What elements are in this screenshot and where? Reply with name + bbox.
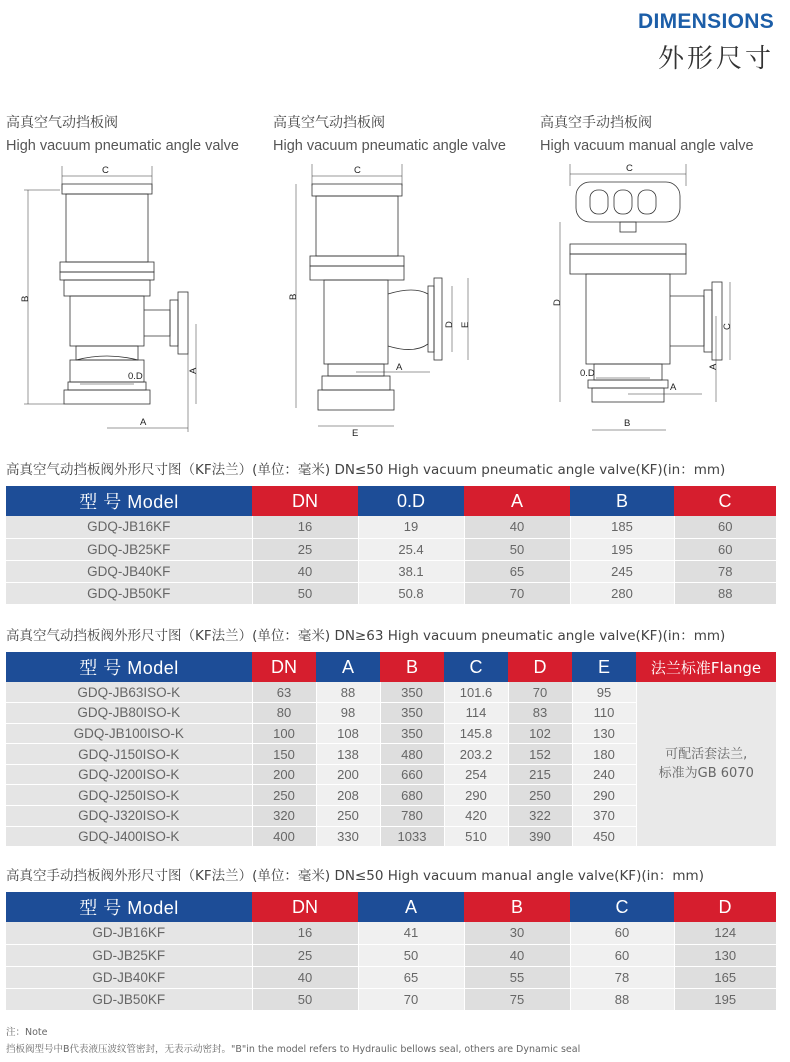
footnote-label: 注：Note [6,1027,48,1038]
dim-label-b: B [20,295,31,302]
col-header-e: E [572,652,636,682]
table-cell: 245 [570,560,674,582]
dim-label-b: B [288,293,299,300]
table-cell: 78 [570,966,674,988]
table-cell: 480 [380,744,444,765]
table-cell: 25.4 [358,538,464,560]
table-cell: 70 [464,582,570,604]
table-cell: 25 [252,538,358,560]
table-cell: 152 [508,744,572,765]
table-cell: 16 [252,922,358,944]
table2-body [6,682,776,847]
col-header-dn: DN [252,892,358,922]
table-cell: 390 [508,826,572,847]
table-cell: 30 [464,922,570,944]
table-cell: 50 [252,582,358,604]
table-cell: 101.6 [444,682,508,703]
dim-label-b: B [624,418,631,429]
table-cell: 80 [252,703,316,724]
table-cell: 150 [252,744,316,765]
table-cell: 660 [380,764,444,785]
table-cell: 130 [674,944,776,966]
col-header-c: C [570,892,674,922]
table-cell: 108 [316,723,380,744]
table-cell: 350 [380,723,444,744]
table-cell: 200 [252,764,316,785]
table-pneumatic-kf [6,486,776,605]
cell-model: GDQ-J250ISO-K [6,785,252,806]
dim-label-a: A [670,382,677,393]
table-cell: 203.2 [444,744,508,765]
cell-model: GDQ-JB25KF [6,538,252,560]
diagram-caption-2 [273,112,533,154]
col-header-b: B [380,652,444,682]
dim-label-od: 0.D [580,368,595,379]
table-cell: 102 [508,723,572,744]
col-header-d: D [674,892,776,922]
table-cell: 88 [674,582,776,604]
table-manual-kf [6,892,776,1011]
cell-model: GDQ-JB16KF [6,516,252,538]
col-header-model: 型 号 Model [6,486,252,516]
diagram-caption-en: High vacuum pneumatic angle valve [273,138,506,154]
diagram-caption-cn: 高真空气动挡板阀 [273,115,385,131]
dim-label-c-vertical: C [722,323,733,330]
table-cell: 185 [570,516,674,538]
table-cell: 195 [674,988,776,1010]
col-header-d: D [508,652,572,682]
cell-model: GDQ-J400ISO-K [6,826,252,847]
table-cell: 110 [572,703,636,724]
table-cell: 63 [252,682,316,703]
table-cell: 195 [570,538,674,560]
footnote-text: 挡板阀型号中B代表液压波纹管密封，无表示动密封。"B"in the model refers to Hydraulic bellows seal, others are Dynamic seal [6,1044,581,1055]
table-cell: 180 [572,744,636,765]
flange-note-line: 可配活套法兰, [665,747,748,763]
table-cell: 98 [316,703,380,724]
table-cell: 350 [380,682,444,703]
table-cell: 16 [252,516,358,538]
table-cell: 114 [444,703,508,724]
cell-model: GD-JB50KF [6,988,252,1010]
cell-model: GDQ-JB63ISO-K [6,682,252,703]
table-pneumatic-iso [6,652,776,847]
col-header-b: B [570,486,674,516]
table2-title: 高真空气动挡板阀外形尺寸图（KF法兰）(单位：毫米) DN≥63 High vacuum pneumatic angle valve(KF)(in：mm) [6,628,726,644]
table-cell: 83 [508,703,572,724]
table-row [6,966,776,988]
col-header-c: C [674,486,776,516]
diagram-caption-cn: 高真空气动挡板阀 [6,115,118,131]
table-cell: 88 [316,682,380,703]
cell-model: GD-JB16KF [6,922,252,944]
col-header-c: C [444,652,508,682]
table-cell: 70 [358,988,464,1010]
table-cell: 25 [252,944,358,966]
table-row [6,682,776,703]
table-cell: 40 [464,944,570,966]
col-header-dn: DN [252,652,316,682]
table-cell: 50 [252,988,358,1010]
table3-body [6,922,776,1010]
diagram-caption-en: High vacuum pneumatic angle valve [6,138,239,154]
table-cell: 88 [570,988,674,1010]
table-cell: 60 [674,538,776,560]
diagram-caption-cn: 高真空手动挡板阀 [540,115,652,131]
table-cell: 280 [570,582,674,604]
table-cell: 370 [572,806,636,827]
table-cell: 50 [464,538,570,560]
col-header-b: B [464,892,570,922]
table3-title: 高真空手动挡板阀外形尺寸图（KF法兰）(单位：毫米) DN≤50 High vacuum manual angle valve(KF)(in：mm) [6,868,704,884]
cell-model: GDQ-JB80ISO-K [6,703,252,724]
table-cell: 60 [674,516,776,538]
table-cell: 1033 [380,826,444,847]
cell-model: GD-JB25KF [6,944,252,966]
col-header-od: 0.D [358,486,464,516]
dim-label-d: D [552,299,563,306]
table-cell: 322 [508,806,572,827]
cell-model: GD-JB40KF [6,966,252,988]
table-cell: 38.1 [358,560,464,582]
col-header-model: 型 号 Model [6,652,252,682]
table-cell: 165 [674,966,776,988]
table-cell: 250 [508,785,572,806]
cell-model: GDQ-JB100ISO-K [6,723,252,744]
table-cell: 400 [252,826,316,847]
dim-label-e: E [352,428,359,439]
diagram-caption-1 [6,112,266,154]
diagram-caption-en: High vacuum manual angle valve [540,138,754,154]
cell-model: GDQ-JB40KF [6,560,252,582]
dim-label-c: C [102,165,109,176]
table-cell: 330 [316,826,380,847]
table-cell: 55 [464,966,570,988]
table-row [6,538,776,560]
cell-model: GDQ-J150ISO-K [6,744,252,765]
col-header-flange: 法兰标准Flange [636,652,776,682]
table-cell: 40 [464,516,570,538]
table-cell: 100 [252,723,316,744]
table-cell: 75 [464,988,570,1010]
table-cell: 124 [674,922,776,944]
table-cell: 40 [252,966,358,988]
table-cell: 50.8 [358,582,464,604]
table-cell: 41 [358,922,464,944]
table-cell: 420 [444,806,508,827]
table-cell: 215 [508,764,572,785]
table-row [6,988,776,1010]
table-cell: 138 [316,744,380,765]
dimensions-title-cn: 外形尺寸 [657,44,774,74]
table-cell: 350 [380,703,444,724]
dim-label-e-vertical: E [460,321,471,328]
table1-body [6,516,776,604]
flange-note-line: 标准为GB 6070 [658,766,754,782]
table-cell: 95 [572,682,636,703]
table-cell: 250 [252,785,316,806]
dim-label-a: A [396,362,403,373]
table-cell: 60 [570,944,674,966]
table-row [6,516,776,538]
col-header-a: A [464,486,570,516]
table-cell: 200 [316,764,380,785]
dimensions-title: DIMENSIONS [637,10,774,33]
dim-label-a: A [140,417,147,428]
table-cell: 320 [252,806,316,827]
table-cell: 208 [316,785,380,806]
dim-label-od: 0.D [128,371,143,382]
col-header-a: A [316,652,380,682]
table-cell: 65 [464,560,570,582]
dim-label-d: D [444,321,455,328]
table-cell: 78 [674,560,776,582]
dim-label-a-vertical: A [708,363,719,370]
table-cell: 65 [358,966,464,988]
table-cell: 240 [572,764,636,785]
table-cell: 130 [572,723,636,744]
table-cell: 290 [444,785,508,806]
flange-note [636,682,776,847]
table-cell: 60 [570,922,674,944]
dim-label-c: C [626,163,633,174]
table-cell: 254 [444,764,508,785]
table-row [6,582,776,604]
col-header-a: A [358,892,464,922]
table-cell: 680 [380,785,444,806]
table-cell: 290 [572,785,636,806]
cell-model: GDQ-JB50KF [6,582,252,604]
table-row [6,944,776,966]
table1-title: 高真空气动挡板阀外形尺寸图（KF法兰）(单位：毫米) DN≤50 High vacuum pneumatic angle valve(KF)(in：mm) [6,462,726,478]
table-cell: 50 [358,944,464,966]
valve-drawing-manual-kf [540,160,740,440]
cell-model: GDQ-J320ISO-K [6,806,252,827]
col-header-dn: DN [252,486,358,516]
table-cell: 145.8 [444,723,508,744]
table-cell: 510 [444,826,508,847]
cell-model: GDQ-J200ISO-K [6,764,252,785]
diagram-caption-3 [540,112,790,154]
table-row [6,560,776,582]
table-cell: 40 [252,560,358,582]
table-cell: 70 [508,682,572,703]
col-header-model: 型 号 Model [6,892,252,922]
table-cell: 780 [380,806,444,827]
valve-drawing-pneumatic-iso [284,160,484,440]
table-row [6,922,776,944]
dim-label-a-vertical: A [188,367,199,374]
table-cell: 250 [316,806,380,827]
table-cell: 450 [572,826,636,847]
table-cell: 19 [358,516,464,538]
valve-drawing-pneumatic-kf [20,160,200,440]
dim-label-c: C [354,165,361,176]
